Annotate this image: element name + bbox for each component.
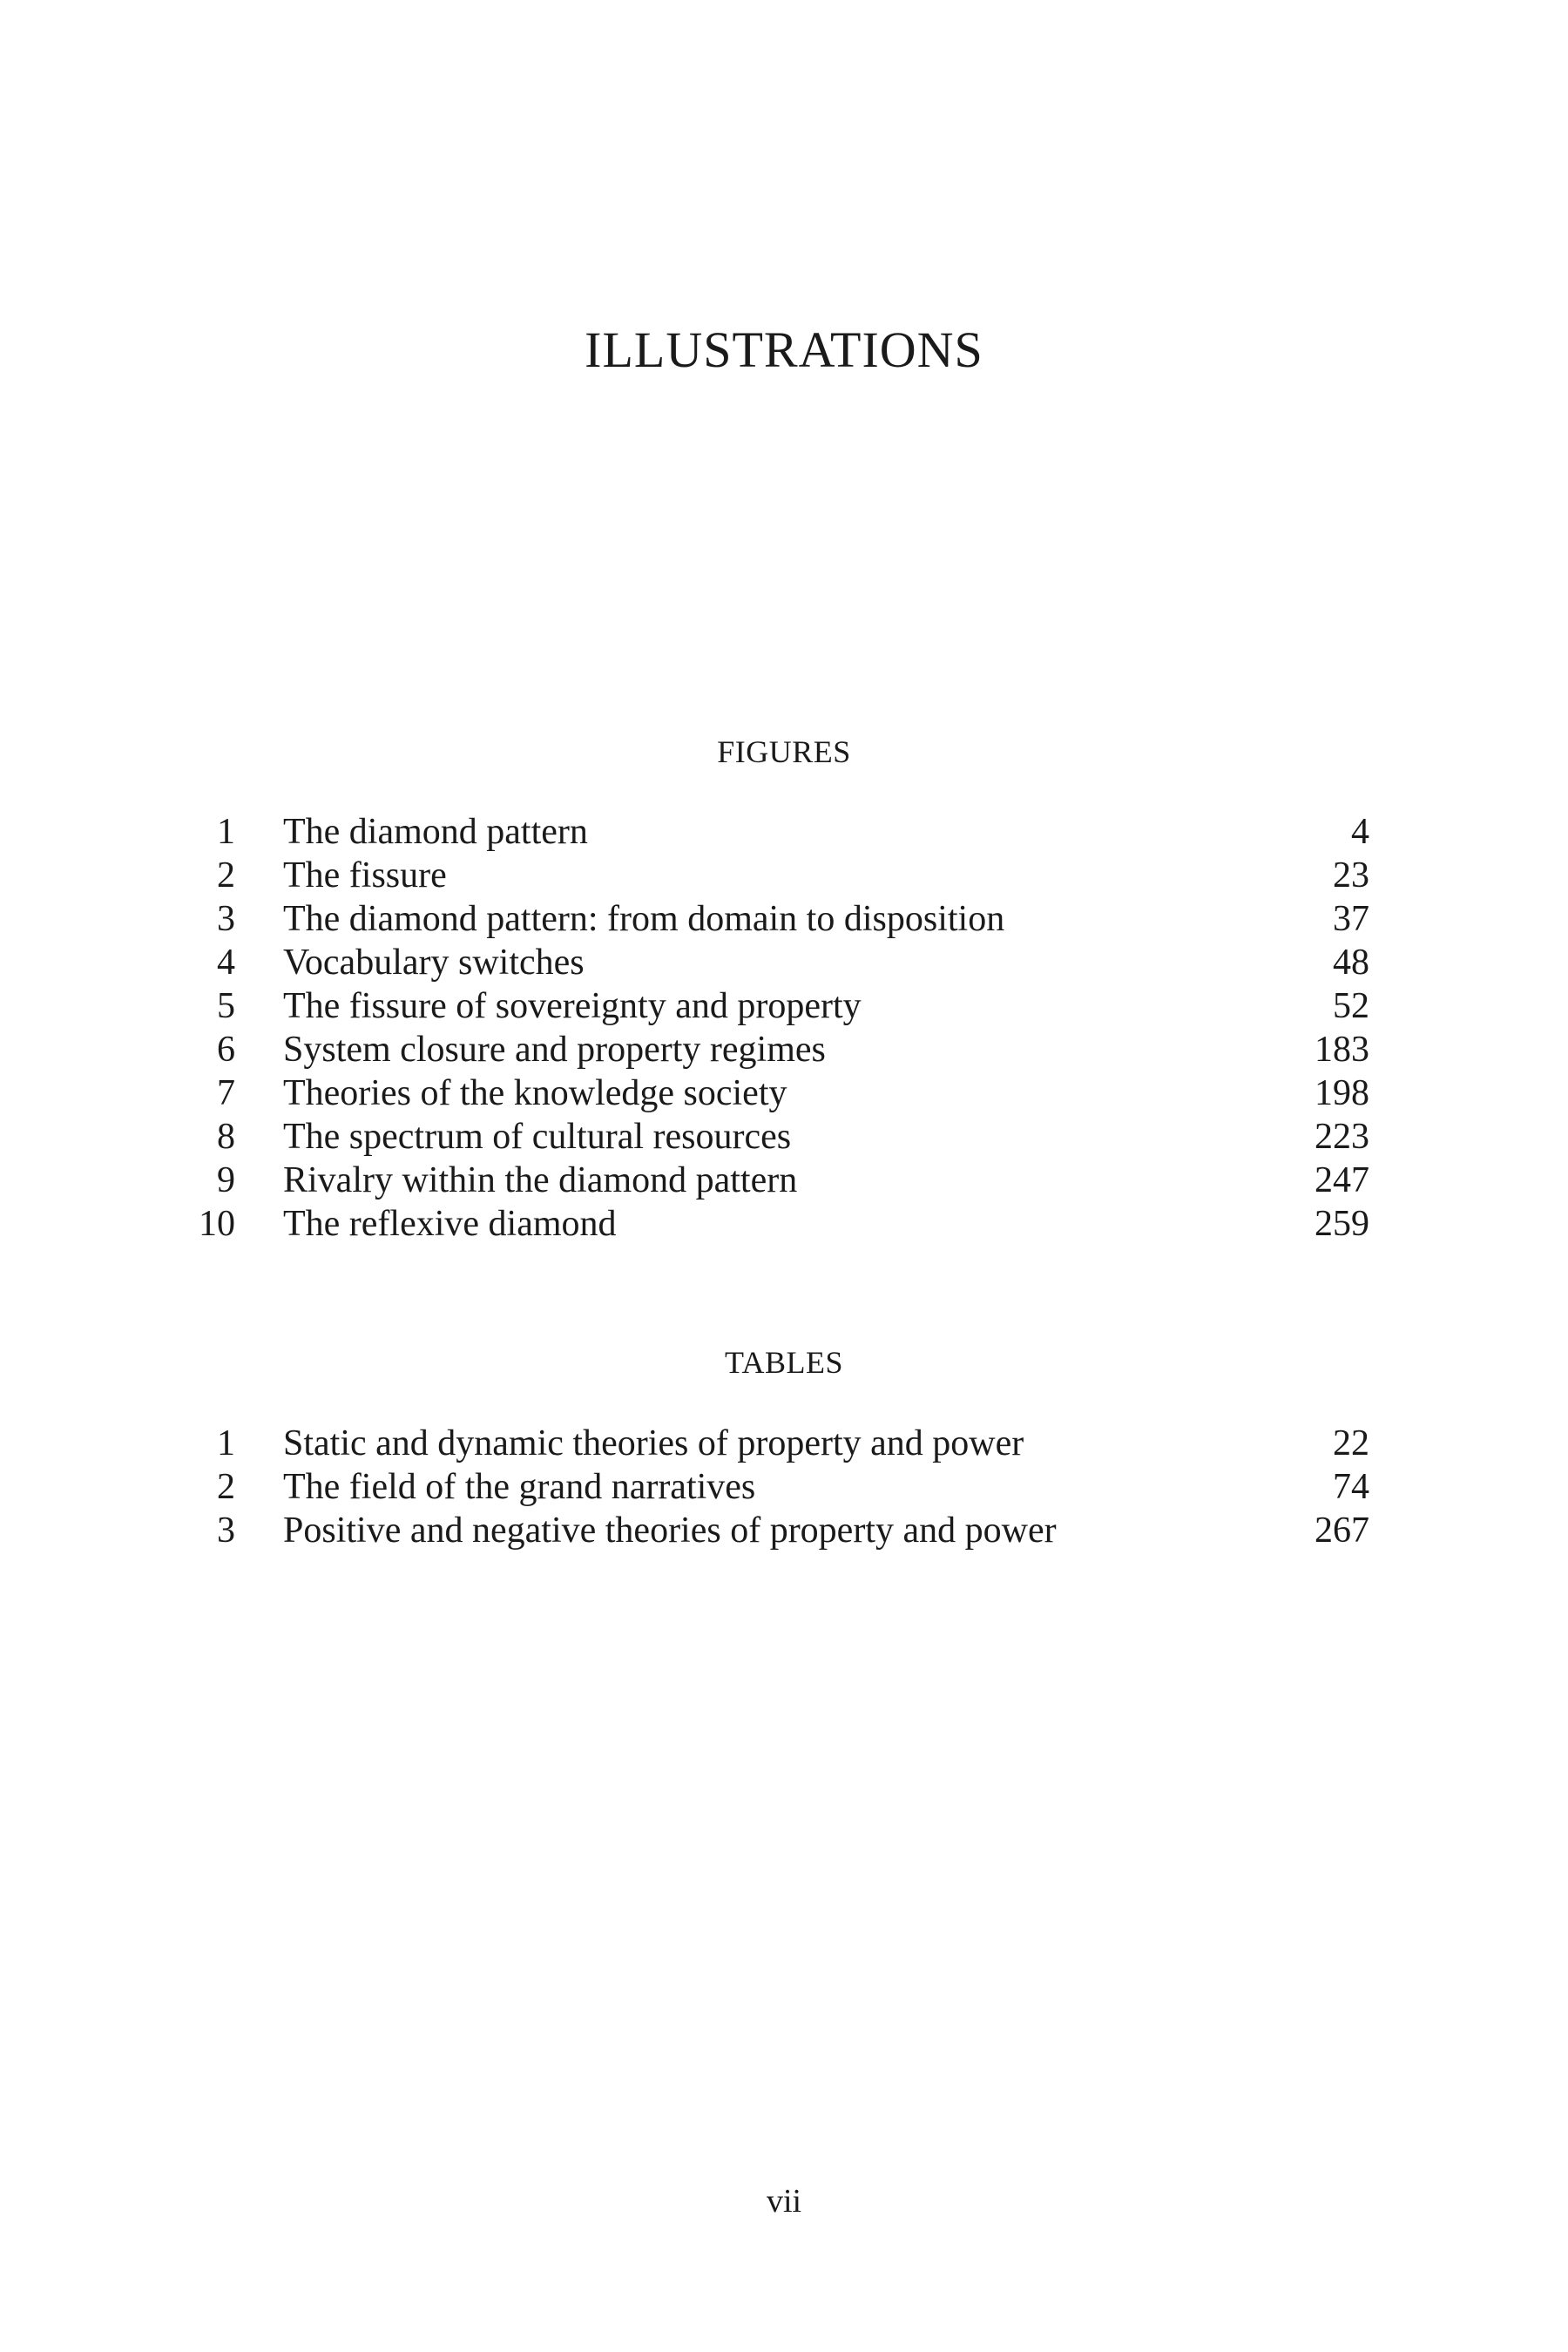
table-title: Static and dynamic theories of property and power (283, 1423, 1024, 1463)
figure-entry (0, 1159, 1568, 1202)
figure-number: 6 (217, 1030, 235, 1070)
figure-entry (0, 941, 1568, 984)
figure-title: The fissure of sovereignty and property (283, 986, 862, 1026)
table-page-number: 74 (1333, 1467, 1369, 1507)
figure-page-number: 52 (1333, 986, 1369, 1026)
figure-page-number: 259 (1315, 1204, 1369, 1244)
tables-list (0, 1422, 1568, 1552)
figure-title: The spectrum of cultural resources (283, 1117, 792, 1157)
figure-page-number: 48 (1333, 943, 1369, 983)
figure-title: Rivalry within the diamond pattern (283, 1160, 798, 1200)
figure-title: The diamond pattern: from domain to disposition (283, 899, 1005, 939)
figure-number: 7 (217, 1073, 235, 1113)
figure-entry (0, 897, 1568, 941)
figures-list (0, 810, 1568, 1246)
figure-page-number: 198 (1315, 1073, 1369, 1113)
page-title: ILLUSTRATIONS (585, 321, 983, 378)
table-entry (0, 1465, 1568, 1509)
figure-entry (0, 854, 1568, 897)
figure-entry (0, 984, 1568, 1028)
figure-title: Theories of the knowledge society (283, 1073, 787, 1113)
figure-title: System closure and property regimes (283, 1030, 826, 1070)
figure-page-number: 247 (1315, 1160, 1369, 1200)
table-number: 1 (217, 1423, 235, 1463)
table-title: The field of the grand narratives (283, 1467, 756, 1507)
figure-number: 4 (217, 943, 235, 983)
figure-title: The reflexive diamond (283, 1204, 617, 1244)
figure-entry (0, 1071, 1568, 1115)
table-entry (0, 1509, 1568, 1552)
page-folio: vii (766, 2183, 802, 2220)
figure-number: 1 (217, 812, 235, 852)
tables-heading: TABLES (724, 1345, 844, 1380)
figure-page-number: 223 (1315, 1117, 1369, 1157)
figure-number: 8 (217, 1117, 235, 1157)
table-number: 3 (217, 1511, 235, 1551)
figure-page-number: 183 (1315, 1030, 1369, 1070)
figure-number: 9 (217, 1160, 235, 1200)
table-number: 2 (217, 1467, 235, 1507)
figure-entry (0, 1115, 1568, 1159)
table-title: Positive and negative theories of property and power (283, 1511, 1057, 1551)
table-page-number: 267 (1315, 1511, 1369, 1551)
figures-heading: FIGURES (717, 734, 851, 769)
figure-number: 10 (199, 1204, 235, 1244)
figure-title: The fissure (283, 855, 447, 896)
table-page-number: 22 (1333, 1423, 1369, 1463)
figure-number: 5 (217, 986, 235, 1026)
figure-number: 3 (217, 899, 235, 939)
figure-page-number: 23 (1333, 855, 1369, 896)
table-entry (0, 1422, 1568, 1465)
figure-page-number: 37 (1333, 899, 1369, 939)
figure-entry (0, 810, 1568, 854)
figure-title: The diamond pattern (283, 812, 588, 852)
figure-entry (0, 1028, 1568, 1071)
figure-entry (0, 1202, 1568, 1246)
figure-page-number: 4 (1351, 812, 1369, 852)
figure-number: 2 (217, 855, 235, 896)
figure-title: Vocabulary switches (283, 943, 585, 983)
